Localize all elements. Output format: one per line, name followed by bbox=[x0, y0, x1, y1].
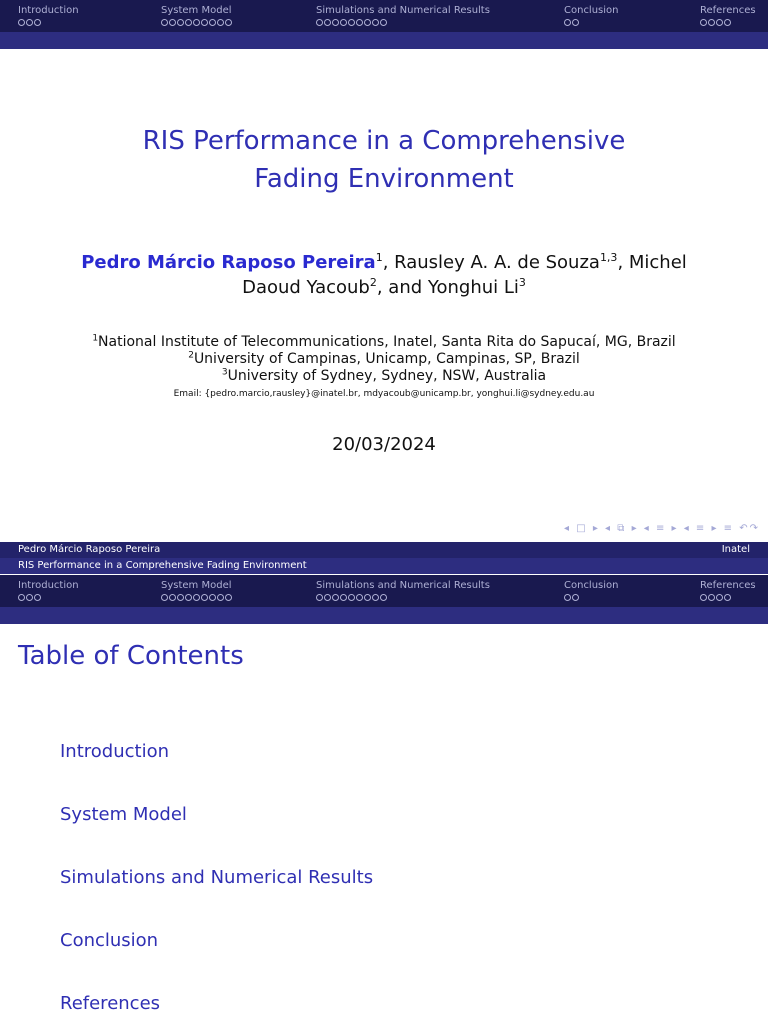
toc-item-introduction[interactable]: Introduction bbox=[60, 741, 170, 762]
nav-section-label: References bbox=[700, 580, 756, 591]
nav-section-system-model[interactable] bbox=[161, 5, 233, 30]
nav-dots bbox=[316, 593, 490, 605]
nav-section-simulations[interactable] bbox=[316, 5, 490, 30]
nav-section-label: References bbox=[700, 5, 756, 16]
affiliation-mark: 1 bbox=[92, 333, 99, 344]
nav-section-label: Introduction bbox=[18, 5, 79, 16]
author: , Michel Daoud Yacoub bbox=[242, 252, 687, 298]
nav-section-conclusion[interactable] bbox=[564, 5, 619, 30]
author-affil-mark: 3 bbox=[518, 276, 526, 289]
toc-item-system-model[interactable]: System Model bbox=[60, 804, 187, 825]
nav-dots bbox=[700, 18, 756, 30]
nav-section-label: System Model bbox=[161, 580, 232, 591]
affiliation bbox=[0, 368, 768, 385]
nav-dots bbox=[161, 18, 233, 30]
nav-section-label: Conclusion bbox=[564, 5, 619, 16]
nav-dots bbox=[18, 593, 79, 605]
slide-title-line-1: RIS Performance in a Comprehensive bbox=[142, 126, 626, 156]
toc-item-conclusion[interactable]: Conclusion bbox=[60, 930, 159, 951]
author-affil-mark: 1,3 bbox=[599, 251, 618, 264]
nav-section-label: Conclusion bbox=[564, 580, 619, 591]
author: , Rausley A. A. de Souza bbox=[382, 252, 600, 273]
slide-footer bbox=[0, 542, 768, 574]
slide-title bbox=[0, 122, 768, 198]
nav-dots bbox=[161, 593, 233, 605]
author-affil-mark: 1 bbox=[375, 251, 383, 264]
footer-author: Pedro Márcio Raposo Pereira bbox=[18, 544, 161, 555]
affiliation-text: University of Sydney, Sydney, NSW, Australia bbox=[227, 368, 547, 384]
top-nav-bar bbox=[0, 0, 768, 49]
nav-dots bbox=[18, 18, 79, 30]
beamer-navigation-symbols[interactable]: ◂ □ ▸ ◂ ⧉ ▸ ◂ ≡ ▸ ◂ ≡ ▸ ≡ ↶↷ bbox=[564, 523, 760, 534]
nav-section-label: Simulations and Numerical Results bbox=[316, 5, 490, 16]
toc-item-simulations[interactable]: Simulations and Numerical Results bbox=[60, 867, 374, 888]
presenting-author: Pedro Márcio Raposo Pereira bbox=[81, 252, 376, 273]
affiliation-mark: 2 bbox=[188, 350, 194, 361]
nav-dots bbox=[564, 593, 619, 605]
slide-title-line-2: Fading Environment bbox=[254, 164, 514, 194]
nav-section-system-model[interactable] bbox=[161, 580, 233, 605]
affiliation bbox=[0, 351, 768, 368]
nav-dots bbox=[700, 593, 756, 605]
affiliations bbox=[0, 334, 768, 385]
nav-section-simulations[interactable] bbox=[316, 580, 490, 605]
nav-section-label: Simulations and Numerical Results bbox=[316, 580, 490, 591]
nav-section-label: Introduction bbox=[18, 580, 79, 591]
affiliation bbox=[0, 334, 768, 351]
email-line: Email: {pedro.marcio,rausley}@inatel.br, mdyacoub@unicamp.br, yonghui.li@sydney.edu.au bbox=[173, 389, 595, 399]
nav-section-label: System Model bbox=[161, 5, 232, 16]
nav-section-introduction[interactable] bbox=[18, 5, 79, 30]
toc-item-references[interactable]: References bbox=[60, 993, 161, 1014]
nav-section-references[interactable] bbox=[700, 580, 756, 605]
affiliation-mark: 3 bbox=[221, 367, 228, 378]
author: , and Yonghui Li bbox=[376, 277, 519, 298]
footer-short-title: RIS Performance in a Comprehensive Fading Environment bbox=[18, 560, 307, 571]
affiliation-text: National Institute of Telecommunications, Inatel, Santa Rita do Sapucaí, MG, Brazil bbox=[98, 334, 676, 350]
affiliation-text: University of Campinas, Unicamp, Campinas, SP, Brazil bbox=[193, 351, 580, 367]
author-list bbox=[60, 250, 708, 300]
nav-section-conclusion[interactable] bbox=[564, 580, 619, 605]
top-nav-bar bbox=[0, 575, 768, 624]
nav-dots bbox=[564, 18, 619, 30]
nav-section-introduction[interactable] bbox=[18, 580, 79, 605]
nav-dots bbox=[316, 18, 490, 30]
nav-section-references[interactable] bbox=[700, 5, 756, 30]
author-affil-mark: 2 bbox=[369, 276, 377, 289]
footer-institute: Inatel bbox=[721, 544, 750, 555]
presentation-date: 20/03/2024 bbox=[332, 434, 436, 455]
toc-title: Table of Contents bbox=[18, 641, 244, 671]
